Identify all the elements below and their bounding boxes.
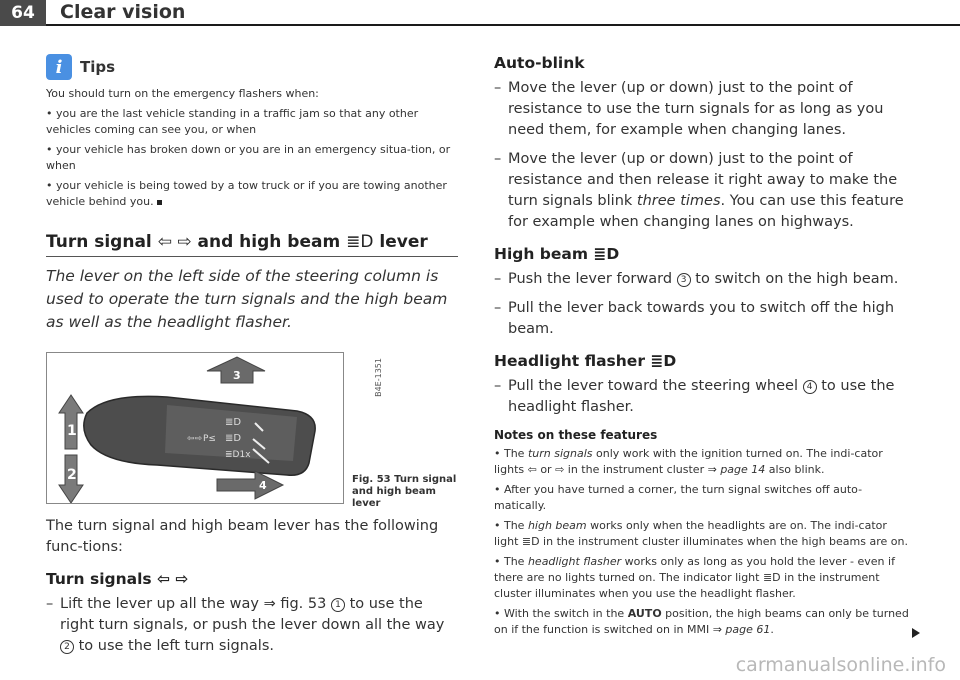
list-item — [494, 269, 914, 290]
note-text: also blink. — [768, 463, 825, 476]
item-text: Pull the lever toward the steering wheel — [508, 378, 798, 394]
note-item — [494, 554, 914, 602]
caption-line: and high beam lever — [352, 486, 436, 509]
notes-heading: Notes on these features — [494, 428, 658, 442]
header-rule — [46, 24, 960, 26]
item-text: to use the right turn signals, or push the lever down all the way — [60, 596, 445, 633]
item-emphasis: three times — [636, 193, 721, 209]
figure-caption — [352, 474, 458, 510]
note-text: • The — [494, 447, 525, 460]
figure-label: 3 — [233, 369, 241, 382]
note-text: works only when the headlights are on. The indi-cator light ≣D in the instrument cluster illuminates when the high beams are on. — [494, 519, 908, 548]
page-reference-link[interactable]: page 61 — [725, 623, 771, 636]
item-text: Move the lever (up or down) just to the point of resistance and then release it right away to make the turn signals blink — [508, 151, 898, 209]
info-icon: i — [46, 54, 72, 80]
page-number: 64 — [0, 0, 46, 26]
tips-bullet-text: • your vehicle is being towed by a tow truck or if you are towing another vehicle behind you. — [46, 179, 447, 208]
note-emphasis: headlight flasher — [527, 555, 622, 568]
note-text: • The — [494, 555, 525, 568]
turn-signal-icon: ⇦⇨ — [187, 434, 203, 444]
note-emphasis: turn signals — [527, 447, 593, 460]
heading-part: and high beam — [197, 232, 341, 252]
tips-body — [46, 86, 458, 210]
figure-code: B4E-1351 — [374, 358, 383, 397]
right-column — [494, 54, 914, 642]
left-column — [46, 54, 458, 665]
callout-1: 1 — [331, 598, 345, 612]
note-emphasis: high beam — [527, 519, 587, 532]
note-text: . — [770, 623, 774, 636]
note-text: • With the switch in the — [494, 607, 625, 620]
lever-functions-text: The turn signal and high beam lever has the following func-tions: — [46, 518, 439, 555]
note-item: • After you have turned a corner, the turn signal switches off auto-matically. — [494, 483, 863, 512]
end-mark-icon — [157, 200, 162, 205]
figure-label: 2 — [67, 467, 77, 483]
tips-header — [46, 54, 458, 80]
item-text: . You can use this feature for example when changing lanes on highways. — [508, 193, 904, 230]
item-text: Push the lever forward — [508, 271, 673, 287]
watermark: carmanualsonline.info — [735, 654, 946, 676]
item-text: to switch on the high beam. — [695, 271, 899, 287]
page-reference-link[interactable]: page 14 — [720, 463, 766, 476]
autoblink-heading: Auto-blink — [494, 54, 585, 72]
figure-label: 1 — [67, 423, 77, 439]
note-text: only work with the ignition turned on. The indi-cator lights ⇦ or ⇨ in the instrument cluster ⇒ — [494, 447, 883, 476]
parking-light-icon: P≤ — [203, 434, 216, 444]
turn-signal-icon: ⇦ ⇨ — [157, 232, 192, 252]
list-item — [494, 149, 914, 233]
note-text: works only as long as you hold the lever - even if there are no lights turned on. The indicator light ≣D in the instrument cluster illuminates when you use the headlight flasher. — [494, 555, 895, 600]
lever-illustration — [47, 353, 343, 503]
tips-intro: You should turn on the emergency flashers when: — [46, 87, 319, 100]
tips-bullet — [46, 178, 458, 210]
section-intro: The lever on the left side of the steering column is used to operate the turn signals and the high beam as well as the headlight flasher. — [46, 267, 448, 331]
heading-part: Turn signal — [46, 232, 152, 252]
note-bold: AUTO — [627, 607, 662, 620]
up-arrow-icon — [59, 395, 83, 449]
continue-arrow-icon — [912, 628, 920, 638]
caption-line: Fig. 53 Turn signal — [352, 474, 457, 485]
tips-label: Tips — [80, 58, 116, 76]
list-item: – Move the lever (up or down) just to the point of resistance to use the turn signals for as long as you need them, for example when changing lanes. — [494, 78, 914, 141]
turn-signals-heading: Turn signals ⇦ ⇨ — [46, 570, 189, 588]
item-text: to use the headlight flasher. — [508, 378, 895, 415]
item-text: Lift the lever up all the way ⇒ fig. 53 — [60, 596, 327, 612]
tips-bullet: • your vehicle has broken down or you are in an emergency situa-tion, or when — [46, 143, 451, 172]
page-title: Clear vision — [60, 1, 186, 23]
callout-3: 3 — [677, 273, 691, 287]
list-item — [494, 376, 914, 418]
callout-2: 2 — [60, 640, 74, 654]
flasher-icon: ≣D1x — [225, 450, 251, 460]
figure-53 — [46, 352, 458, 509]
note-item — [494, 606, 914, 638]
figure-frame — [46, 352, 344, 504]
callout-4: 4 — [803, 380, 817, 394]
section-heading — [46, 232, 458, 257]
list-item — [46, 594, 458, 657]
high-beam-icon: ≣D — [225, 433, 242, 444]
item-text: to use the left turn signals. — [78, 638, 274, 654]
note-item — [494, 446, 914, 478]
high-beam-heading: High beam ≣D — [494, 245, 620, 263]
tips-bullet: • you are the last vehicle standing in a traffic jam so that any other vehicles coming can see you, or when — [46, 107, 419, 136]
note-text: • The — [494, 519, 525, 532]
high-beam-icon: ≣D — [346, 232, 374, 252]
backward-arrow-icon — [217, 471, 283, 499]
heading-part: lever — [379, 232, 428, 252]
flasher-heading: Headlight flasher ≣D — [494, 352, 677, 370]
note-text: position, the high beams can only be turned on if the function is switched on in MMI ⇒ — [494, 607, 909, 636]
high-beam-icon: ≣D — [225, 417, 242, 428]
note-item — [494, 518, 914, 550]
figure-label: 4 — [259, 479, 267, 492]
list-item: – Pull the lever back towards you to switch off the high beam. — [494, 298, 914, 340]
